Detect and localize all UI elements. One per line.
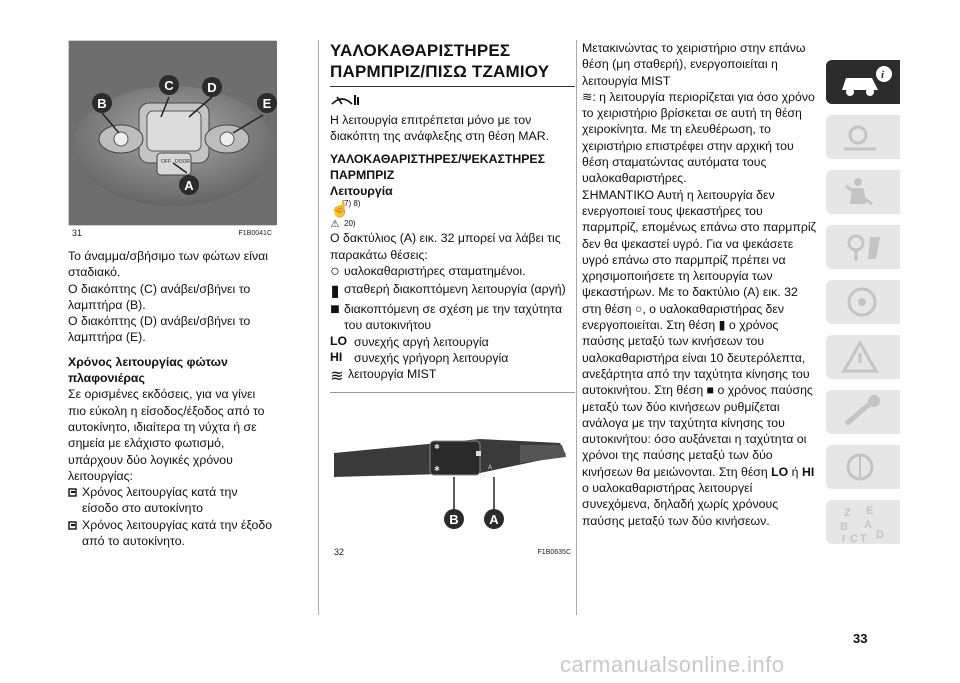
wiper-position-lo: LO συνεχής αργή λειτουργία [330, 333, 489, 349]
fig32-number: 32 [334, 547, 345, 558]
tab-emergency[interactable] [826, 335, 900, 379]
col1-bullet2: Χρόνος λειτουργίας κατά την έξοδο από το αυτοκίνητο. [68, 517, 276, 550]
figure-32-caption [330, 545, 575, 557]
fig31-letter-c: C [164, 78, 174, 93]
svg-text:E: E [866, 505, 874, 517]
wiper-position-speed: ■ διακοπτόμενη σε σχέση με την ταχύτητα του αυτοκινήτου [330, 301, 563, 333]
wiper-warning-icon [330, 94, 360, 111]
circle-off-icon: ○ [634, 301, 643, 316]
watermark: carmanualsonline.info [560, 652, 785, 677]
tab-airbag[interactable] [826, 170, 900, 214]
airbag-seat-icon [836, 174, 896, 210]
column-left [68, 40, 276, 549]
figure-32-wiper-stalk [330, 433, 575, 545]
col1-para2: Ο διακόπτης (C) ανάβει/σβήνει το λαμπτήρα (B). [68, 281, 251, 312]
fig31-letter-a: A [184, 178, 194, 193]
col2-heading2: Λειτουργία [330, 184, 393, 199]
svg-text:C: C [850, 533, 858, 544]
page-number: 33 [853, 631, 868, 646]
figure-31-caption [68, 226, 276, 238]
start-key-icon [836, 229, 896, 265]
dashboard-lights-icon [836, 119, 896, 155]
square-speed-icon: ■ [706, 383, 715, 398]
section-title: ΥΑΛΟΚΑΘΑΡΙΣΤΗΡΕΣ ΠΑΡΜΠΡΙΖ/ΠΙΣΩ ΤΖΑΜΙΟΥ [330, 41, 550, 81]
index-icon [836, 504, 896, 544]
fig32-code: F1B0635C [537, 549, 571, 557]
svg-text:A: A [864, 519, 872, 531]
wiper-position-hi: HI συνεχής γρήγορη λειτουργία [330, 349, 509, 365]
fig31-letter-e: E [262, 96, 272, 111]
svg-text:T: T [860, 533, 867, 544]
fig32-letter-a: A [489, 512, 499, 528]
fig32-letter-b: B [449, 512, 459, 528]
wrench-icon [836, 394, 896, 430]
svg-text:I: I [842, 533, 846, 544]
chapter-sidebar [826, 60, 900, 555]
wiper-position-off: ○ υαλοκαθαριστήρες σταματημένοι. [330, 263, 526, 281]
svg-text:i: i [881, 69, 885, 81]
column-divider-2 [576, 40, 577, 615]
ceiling-light-illustration [69, 41, 277, 225]
svg-text:B: B [840, 521, 848, 533]
warning-triangle-small-icon: ⚠ [330, 219, 340, 231]
fig31-number: 31 [72, 228, 83, 238]
column-divider-1 [318, 40, 319, 615]
car-door-exit-icon [68, 517, 78, 535]
svg-text:✱: ✱ [434, 466, 440, 474]
fig31-letter-b: B [97, 96, 107, 111]
column-right [582, 40, 818, 529]
figure-31-ceiling-light [68, 40, 276, 226]
svg-text:✱: ✱ [434, 444, 440, 452]
tab-driving[interactable] [826, 280, 900, 324]
fig31-label-door: DOOR [175, 159, 190, 165]
technical-data-icon [836, 449, 896, 485]
mist-icon: ≋ [582, 89, 593, 104]
col2-ref2: ⚠ 20) [330, 219, 356, 231]
drop-icon: ▮ [330, 283, 340, 301]
circle-off-icon: ○ [330, 263, 340, 281]
fig31-code: F1B0041C [238, 230, 272, 237]
fig32-label-lo: LO [480, 473, 487, 480]
fig31-label-off: OFF [161, 159, 171, 165]
wiper-position-intermittent: ▮ σταθερή διακοπτόμενη λειτουργία (αργή) [330, 282, 566, 301]
col2-ref1: ☝ 7) 8) [330, 199, 361, 219]
col2-para1: Η λειτουργία επιτρέπεται μόνο με τον διακόπτη της ανάφλεξης στη θέση MAR. [330, 113, 550, 144]
col1-para1: Το άναμμα/σβήσιμο των φώτων είναι σταδιακό. [68, 249, 268, 280]
tab-maintenance[interactable] [826, 390, 900, 434]
col1-para3: Ο διακόπτης (D) ανάβει/σβήνει το λαμπτήρα (E). [68, 314, 251, 345]
square-speed-icon: ■ [330, 301, 340, 319]
tab-technical-data[interactable] [826, 445, 900, 489]
col1-heading: Χρόνος λειτουργίας φώτων πλαφονιέρας [68, 354, 228, 386]
tab-start[interactable] [826, 225, 900, 269]
caution-hand-icon: ☝ [330, 201, 350, 219]
svg-text:D: D [876, 529, 884, 541]
fig31-letter-d: D [207, 80, 217, 95]
column-middle [330, 40, 575, 557]
steering-wheel-icon [836, 284, 896, 320]
col1-para4: Σε ορισμένες εκδόσεις, για να γίνει πιο εύκολη η είσοδος/έξοδος από το αυτοκίνητο, ιδιαίτερα τη νύχτα ή σε σημεία με ελάχιστο φωτισμό, υπάρχουν δύο λογικές χρόνου λειτουργίας: [68, 387, 265, 483]
col2-para2: Ο δακτύλιος (A) εικ. 32 μπορεί να λάβει τις παρακάτω θέσεις: [330, 231, 561, 262]
tab-car-info[interactable] [826, 60, 900, 104]
mist-icon: ≋ [330, 368, 344, 386]
fig32-label-a: A [488, 465, 493, 472]
car-door-open-icon [68, 484, 78, 502]
tab-index[interactable] [826, 500, 900, 544]
car-info-icon [836, 64, 896, 100]
col1-bullet1: Χρόνος λειτουργίας κατά την είσοδο στο αυτοκίνητο [68, 484, 276, 517]
drop-icon: ▮ [718, 318, 726, 333]
warning-triangle-icon [836, 339, 896, 375]
svg-text:Z: Z [844, 507, 851, 519]
col3-body: Μετακινώντας το χειριστήριο στην επάνω θέση (μη σταθερή), ενεργοποιείται η λειτουργία MIST ≋: η λειτουργία περιορίζεται για όσο χρόνο το χειριστήριο βρίσκεται σε αυτή τη θέση χειροκίνητα. Με τη ελευθέρωση, το χειριστήριο επιστρέφει στην αρχική του θέση σταματώντας αυτόματα τους υαλοκαθαριστήρες. ΣΗΜΑΝΤΙΚΟ Αυτή η λειτουργία δεν ενεργοποιεί τους ψεκαστήρες του παρμπρίζ, επομένως επάνω στο παρμπρίζ δεν θα ψεκαστεί υγρό. Για να ψεκάσετε υγρό επάνω στο παρμπρίζ πρέπει να χρησιμοποιήσετε τη λειτουργία των ψεκαστήρων. Με το δακτύλιο (A) εικ. 32 στη θέση ○, ο υαλοκαθαριστήρας δεν ενεργοποιείται. Στη θέση ▮ ο χρόνος παύσης μεταξύ των κινήσεων του υαλοκαθαριστήρα είναι 10 δευτερόλεπτα, ανεξάρτητα από την ταχύτητα κίνησης του αυτοκινήτου. Στη θέση ■ ο χρόνος παύσης μεταξύ των δύο κινήσεων ρυθμίζεται ανάλογα με την ταχύτητα κίνησης του αυτοκινήτου: όσο αυξάνεται η ταχύτητα οι χρόνοι της παύσης μεταξύ των δύο κινήσεων θα μειώνονται. Στη θέση LO ή HI ο υαλοκαθαριστήρας λειτουργεί συνεχόμενα, δηλαδή χωρίς χρόνους παύσης μεταξύ των δύο κινήσεων. [582, 41, 816, 528]
wiper-stalk-illustration [330, 433, 575, 545]
tab-dashboard-lights[interactable] [826, 115, 900, 159]
wiper-position-mist: ≋ λειτουργία MIST [330, 367, 437, 386]
col2-heading1: ΥΑΛΟΚΑΘΑΡΙΣΤΗΡΕΣ/ΨΕΚΑΣΤΗΡΕΣ ΠΑΡΜΠΡΙΖ [330, 151, 546, 182]
